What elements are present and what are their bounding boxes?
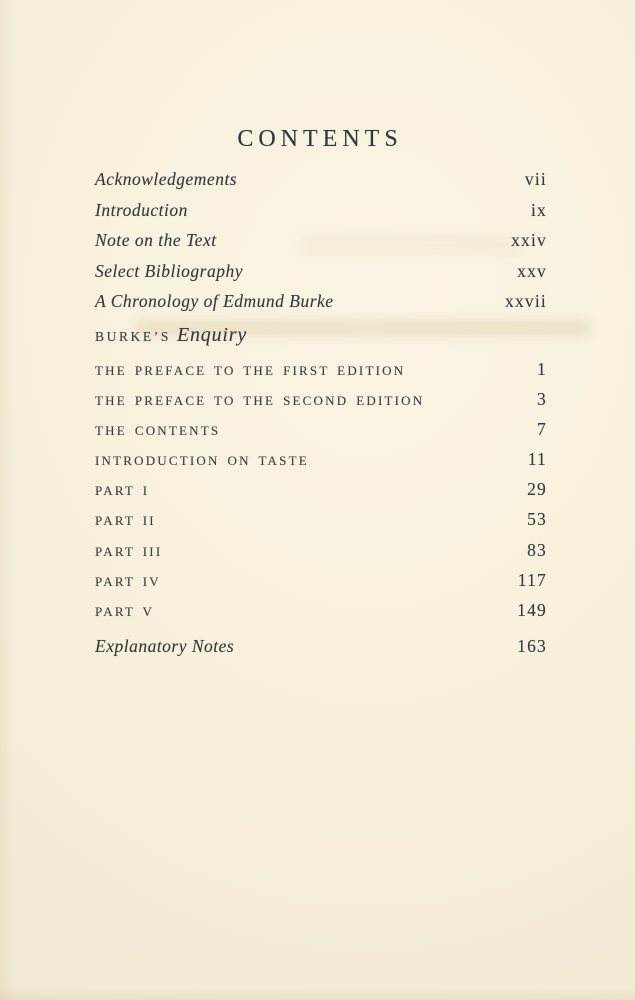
toc-entry — [95, 225, 547, 256]
toc-entry-label: THE PREFACE TO THE SECOND EDITION — [95, 393, 425, 409]
toc-entry — [95, 256, 547, 287]
toc-entry — [95, 535, 547, 565]
toc-entry — [95, 631, 547, 662]
toc-entry-page-number: 83 — [527, 539, 547, 560]
toc-entry-label: INTRODUCTION ON TASTE — [95, 453, 309, 469]
toc-entry-label: Introduction — [95, 199, 188, 220]
section-heading — [95, 317, 547, 354]
toc-entry-page-number: 163 — [517, 635, 547, 656]
toc-entry — [95, 504, 547, 534]
toc-entry-page-number: xxiv — [511, 230, 547, 251]
toc-entry-label: THE CONTENTS — [95, 423, 221, 439]
toc-entry-page-number: ix — [530, 199, 547, 220]
toc-entry-label: PART V — [95, 603, 155, 619]
toc-entry — [95, 354, 547, 384]
toc-entry-page-number: 117 — [517, 569, 547, 590]
toc-entry-label: PART III — [95, 543, 163, 559]
toc-entry-page-number: xxv — [517, 260, 547, 281]
toc-entry — [95, 444, 547, 474]
toc-entry-page-number: 11 — [527, 449, 547, 470]
toc-entry — [95, 164, 547, 195]
toc-entry-label: Acknowledgements — [95, 169, 238, 189]
toc-entry — [95, 195, 547, 226]
toc-entry — [95, 286, 547, 317]
toc-entry — [95, 384, 547, 414]
toc-entry-label: PART IV — [95, 573, 161, 589]
toc-entry-label: Select Bibliography — [95, 260, 244, 281]
toc-entry-label: A Chronology of Edmund Burke — [95, 291, 334, 312]
toc-entry-label: Explanatory Notes — [95, 635, 235, 656]
toc-entry-page-number: 29 — [527, 479, 547, 500]
toc-entry-page-number: 3 — [537, 389, 547, 410]
toc-entry-page-number: vii — [524, 169, 547, 189]
toc-entry-label: PART II — [95, 513, 156, 529]
section-heading-smallcaps: BURKE’S — [95, 328, 171, 344]
toc-entry-page-number: xxvii — [505, 291, 547, 312]
toc-entry-page-number: 7 — [537, 419, 547, 440]
toc-entry — [95, 414, 547, 444]
page-edge-shading-bottom — [0, 988, 635, 1000]
toc-entry-page-number: 53 — [527, 509, 547, 530]
table-of-contents — [95, 0, 547, 662]
section-heading-italic: Enquiry — [176, 323, 248, 346]
toc-entry-label: THE PREFACE TO THE FIRST EDITION — [95, 362, 406, 378]
page-title: CONTENTS — [237, 126, 403, 152]
toc-entry — [95, 595, 547, 625]
toc-entry-page-number: 149 — [517, 599, 547, 620]
toc-entry — [95, 565, 547, 595]
toc-entry-label: PART I — [95, 483, 150, 499]
toc-entry-label: Note on the Text — [95, 230, 217, 251]
toc-entry-page-number: 1 — [537, 358, 547, 379]
toc-entry — [95, 474, 547, 504]
